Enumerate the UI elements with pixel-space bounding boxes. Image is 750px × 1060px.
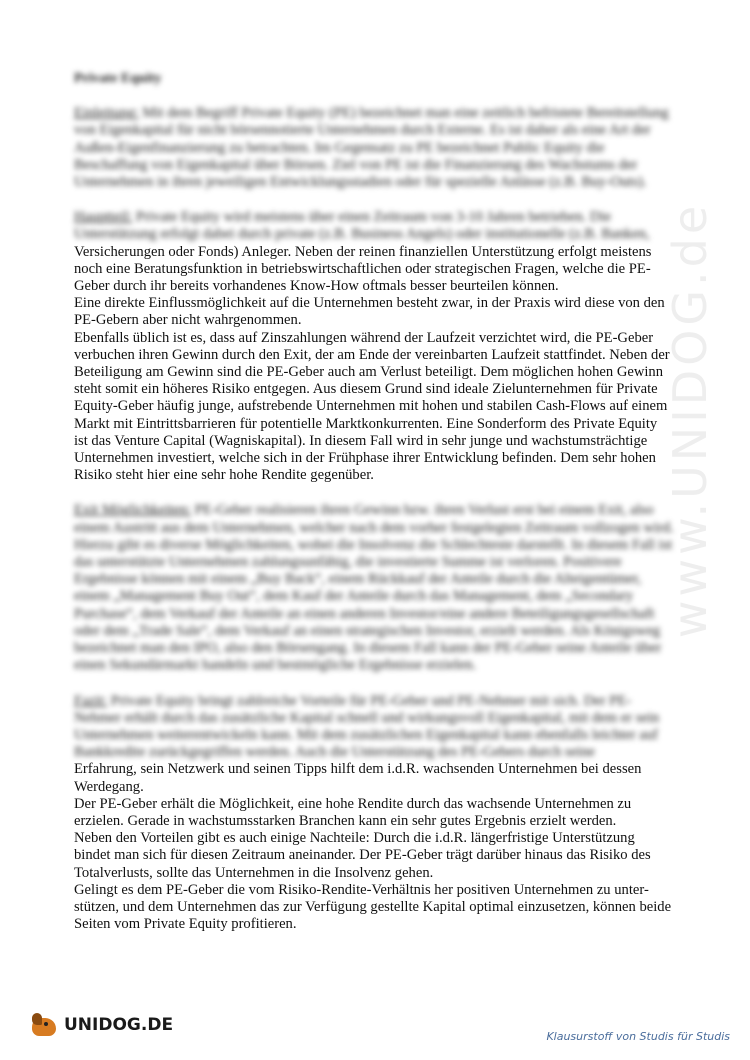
intro-paragraph <box>74 105 674 191</box>
main-blurred-text: Private Equity wird meistens über einen Zeitraum von 3-10 Jahren betrieben. Die Unterstützung erfolgt dabei durch private (z.B. Business Angels) oder institutionelle (z.B. Banken, <box>74 209 650 243</box>
main-paragraph-1: Versicherungen oder Fonds) Anleger. Neben der reinen finanziellen Unterstützung erfolgt meistens noch eine Beratungsfunktion in betriebswirtschaftlichen oder strategischen Fragen, welche die PE-Geber durch ihr bereits vorhandenes Know-How oftmals besser beurteilen können. <box>74 243 652 295</box>
fazit-paragraph-4: Gelingt es dem PE-Geber die vom Risiko-Rendite-Verhältnis her positiven Unternehmen zu unter-stützen, und dem Unternehmen das zur Verfügung gestellte Kapital optimal einzusetzen, können beide Seiten vom Private Equity profitieren. <box>74 881 672 933</box>
dog-icon <box>28 1010 62 1040</box>
exit-text: PE-Geber realisieren ihren Gewinn bzw. ihren Verlust erst bei einem Exit, also einem Austritt aus dem Unternehmen, welcher nach dem vorher festgelegten Zeitraum vollzogen wird. Hierzu gibt es diverse Möglichkeiten, wobei die Insolvenz die Schlechteste darstellt. In diesem Fall ist das unterstützte Unternehmen zahlungsunfähig, die investierte Summe ist verloren. Positivere Ergebnisse können mit einem „Buy Back“, einem Rückkauf der Anteile durch die Alteigentümer, einem „Management Buy Out“, dem Kauf der Anteile durch das Management, dem „Secondary Purchase“, dem Verkauf der Anteile an einen anderen Investor/eine andere Beteiligungsgesellschaft oder dem „Trade Sale“, dem Verkauf an einen strategischen Investor, erzielt werden. Als Königsweg bezeichnet man den IPO, also den Börsengang. In diesem Fall kann der PE-Geber seine Anteile über einen Sekundärmarkt handeln und bestmögliche Ergebnisse erzielen. <box>74 502 674 674</box>
document-body <box>74 70 674 933</box>
main-blurred-lines <box>74 209 674 243</box>
footer-tagline: Klausurstoff von Studis für Studis <box>546 1030 730 1043</box>
fazit-blurred-lines <box>74 693 674 762</box>
fazit-paragraph-2: Der PE-Geber erhält die Möglichkeit, eine hohe Rendite durch das wachsende Unternehmen zu erzielen. Gerade in wachstumsstarken Branchen kann ein sehr gutes Ergebnis erzielt werden. <box>74 795 632 829</box>
main-paragraph-3: Ebenfalls üblich ist es, dass auf Zinszahlungen während der Laufzeit verzichtet wird, die PE-Geber verbuchen ihren Gewinn durch den Exit, der am Ende der vereinbarten Laufzeit stattfindet. Neben der Beteiligung am Gewinn sind die PE-Geber auch am Verlust beteiligt. Dem möglichen hohen Gewinn steht somit ein höheres Risiko entgegen. Aus diesem Grund sind ideale Zielunternehmen für Private Equity-Geber häufig junge, aufstrebende Unternehmen mit hohen und stabilen Cash-Flows auf einem Markt mit Eintrittsbarrieren für potentielle Marktkonkurrenten. Eine Sonderform des Private Equity ist das Venture Capital (Wagniskapital). In diesem Fall wird in sehr junge und wachstumsträchtige Unternehmen investiert, welche sich in der Frühphase ihrer Entwicklung befinden. Dem sehr hohen Risiko steht hier eine sehr hohe Rendite gegenüber. <box>74 329 670 484</box>
document-title: Private Equity <box>74 71 162 86</box>
fazit-label: Fazit: <box>74 692 108 709</box>
fazit-blurred-text: Private Equity bringt zahlreiche Vorteile für PE-Geber und PE-Nehmer mit sich. Der PE-Nehmer erhält durch das zusätzliche Kapital schnell und wirkungsvoll Eigenkapital, mit dem er sein Unternehmen weiterentwickeln kann. Mit dem zusätzlichen Eigenkapital kann ebenfalls leichter auf Bankkredite zurückgegriffen werden. Auch die Unterstützung des PE-Gebers durch seine <box>74 692 660 761</box>
intro-label: Einleitung: <box>74 105 139 122</box>
main-label: Hauptteil: <box>74 209 133 226</box>
intro-text: Mit dem Begriff Private Equity (PE) bezeichnet man eine zeitlich befristete Bereitstellung von Eigenkapital für nicht börsennotierte Unternehmen durch Externe. Es ist daher als eine Art der Außen-Eigenfinanzierung zu betrachten. Im Gegensatz zu PE bezeichnet Public Equity die Beschaffung von Eigenkapital über Börsen. Ziel von PE ist die Finanzierung des Wachstums der Unternehmen in ihren jeweiligen Entwicklungsstadien oder für spezielle Anlässe (z.B. Buy-Outs). <box>74 105 669 191</box>
logo-text: UNIDOG.DE <box>64 1015 174 1035</box>
main-paragraph-2: Eine direkte Einflussmöglichkeit auf die Unternehmen besteht zwar, in der Praxis wird diese von den PE-Gebern aber nicht wahrgenommen. <box>74 295 665 329</box>
watermark: www.UNIDOG.de <box>663 201 717 639</box>
fazit-paragraph-1: Erfahrung, sein Netzwerk und seinen Tipps hilft dem i.d.R. wachsenden Unternehmen bei dessen Werdegang. <box>74 761 642 795</box>
exit-paragraph <box>74 502 674 674</box>
unidog-logo[interactable] <box>28 1010 173 1040</box>
fazit-paragraph-3: Neben den Vorteilen gibt es auch einige Nachteile: Durch die i.d.R. längerfristige Unterstützung bindet man sich für diesen Zeitraum aneinander. Der PE-Geber trägt darüber hinaus das Risiko des Totalverlusts, sollte das Unternehmen in die Insolvenz gehen. <box>74 830 651 881</box>
exit-label: Exit Möglichkeiten: <box>74 502 192 519</box>
